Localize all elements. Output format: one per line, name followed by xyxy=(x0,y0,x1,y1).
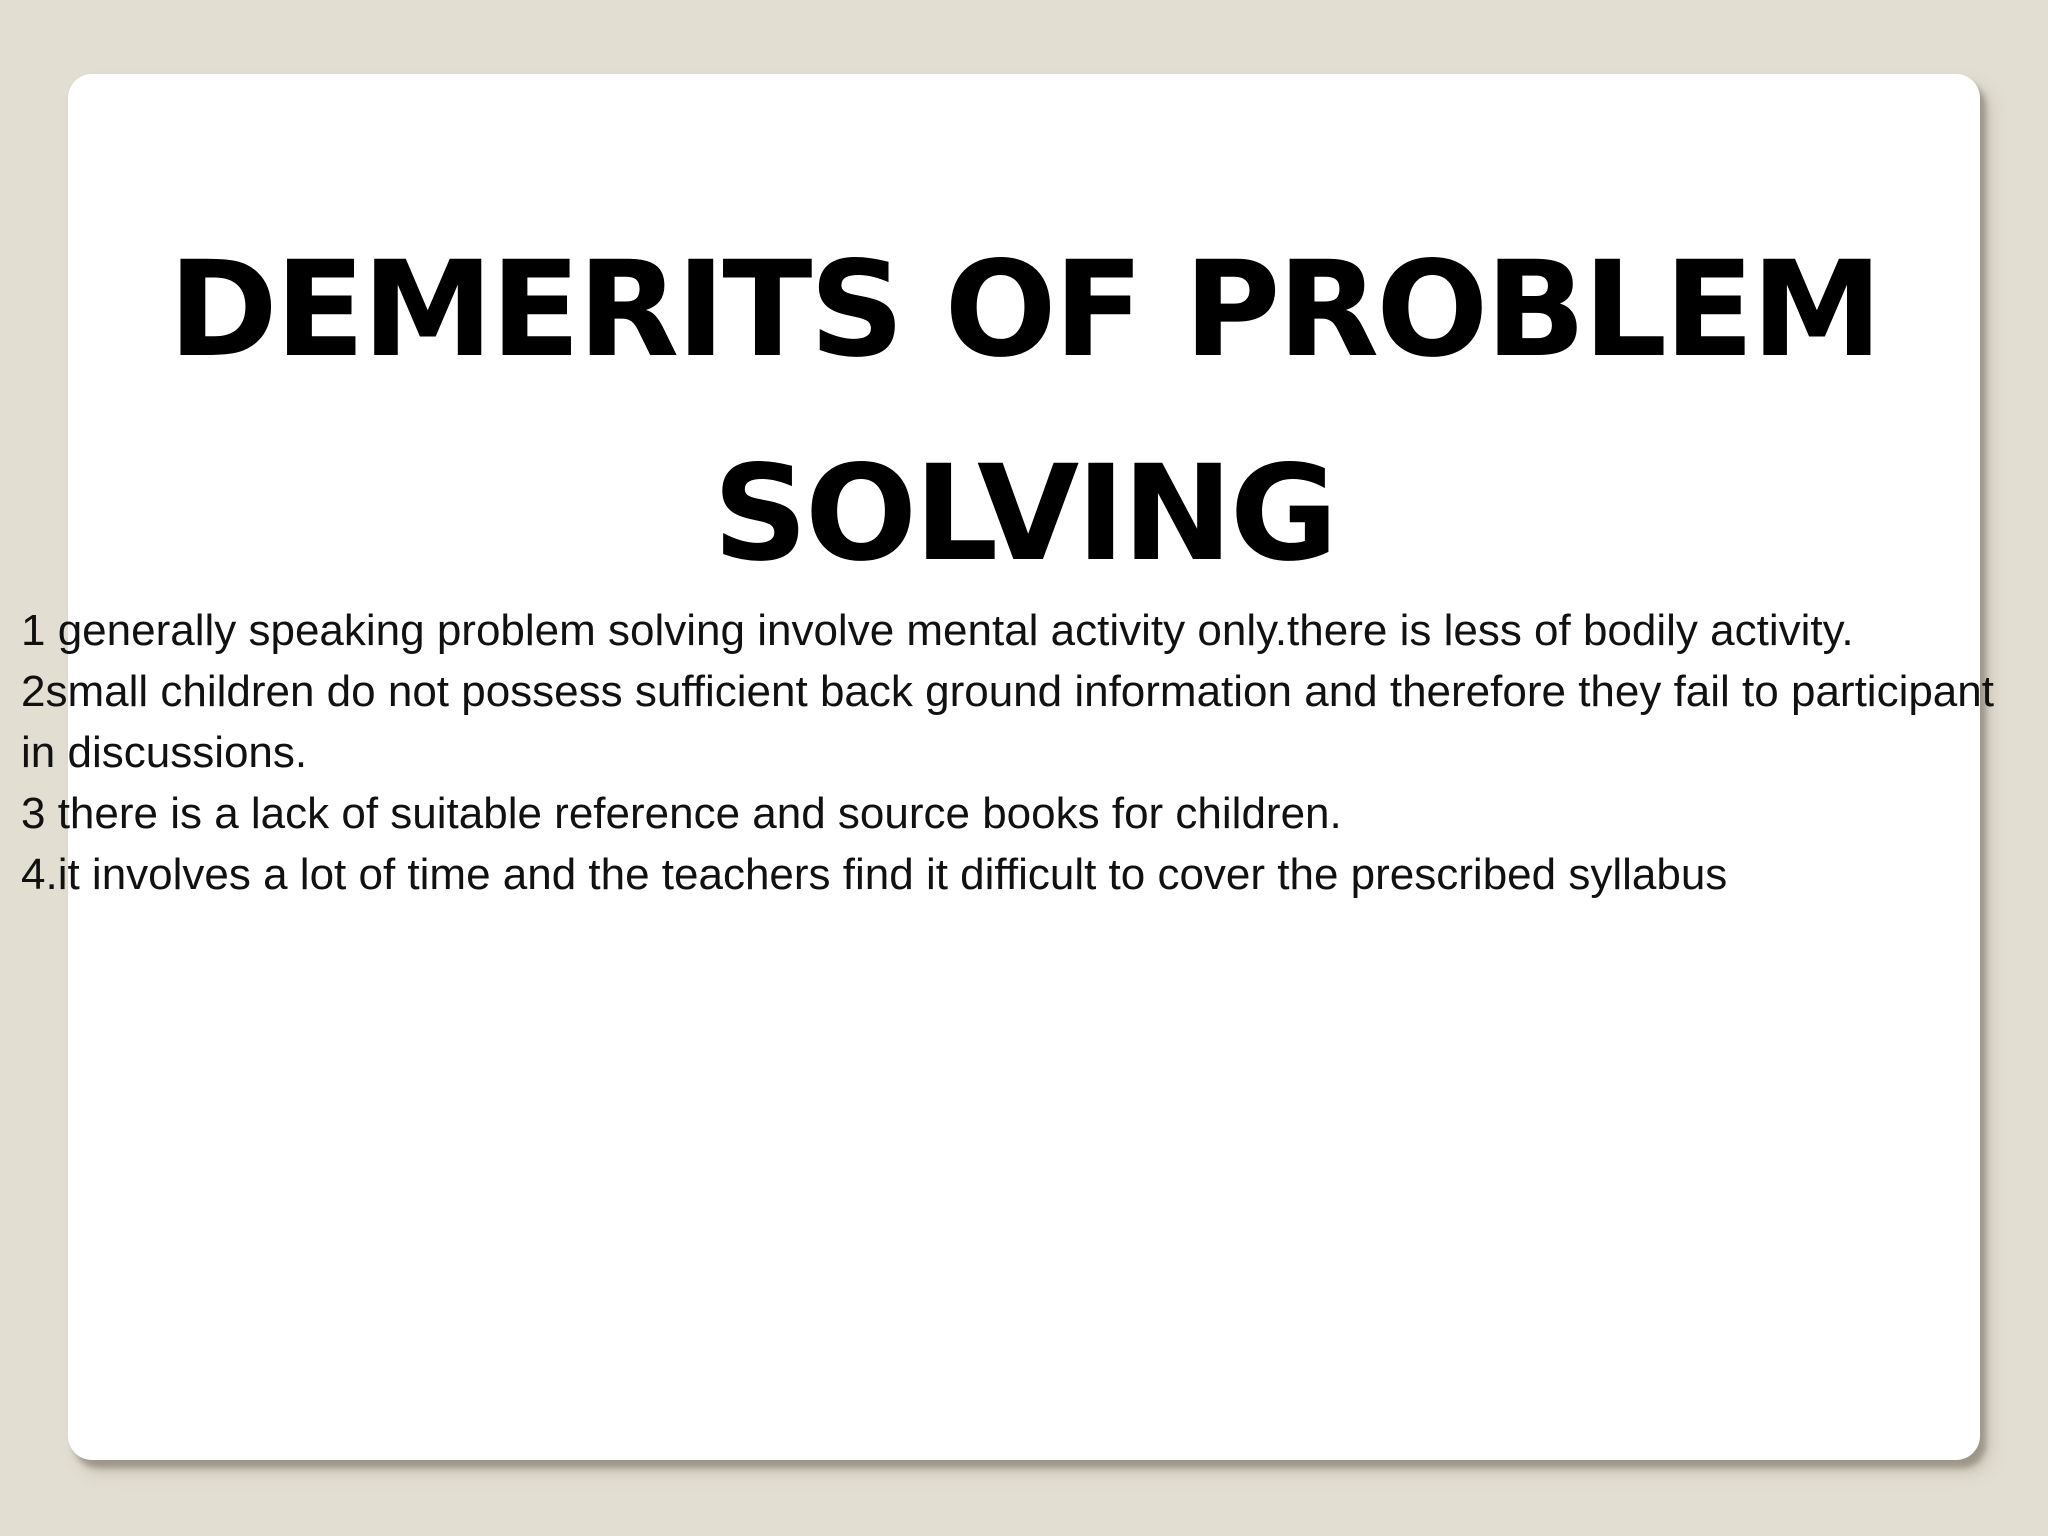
demerit-point-2: 2small children do not possess sufficient back ground information and therefore they fail to participant in discussions. xyxy=(21,667,1994,777)
demerit-point-1: 1 generally speaking problem solving involve mental activity only.there is less of bodily activity. xyxy=(21,606,1854,655)
demerits-list xyxy=(21,600,2021,905)
demerit-point-4: 4.it involves a lot of time and the teachers find it difficult to cover the prescribed syllabus xyxy=(21,850,1728,899)
demerit-point-3: 3 there is a lack of suitable reference and source books for children. xyxy=(21,789,1342,838)
slide-title: DEMERITS OF PROBLEM SOLVING xyxy=(168,233,1880,591)
